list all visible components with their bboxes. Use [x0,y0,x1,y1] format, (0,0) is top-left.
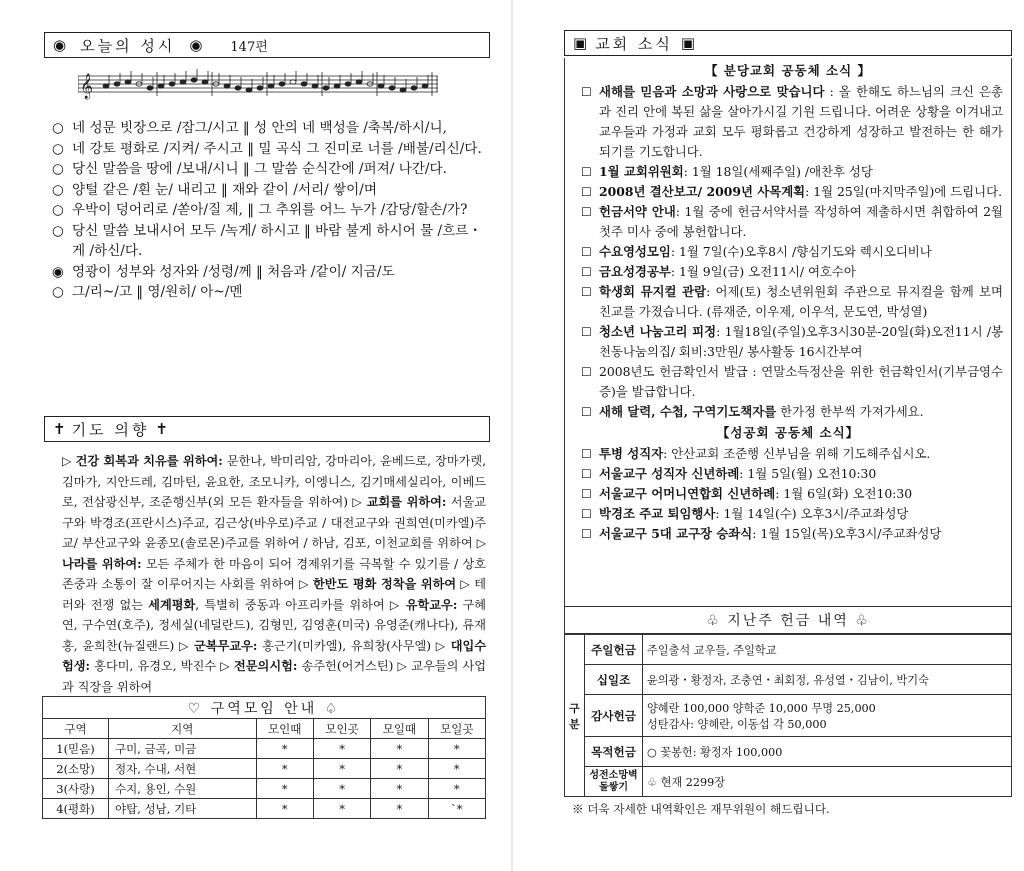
circle-icon: ○ [52,140,64,157]
news-item [581,524,1003,544]
news-item-body: : 1월18일(주일)오후3시30분-20일(화)오전11시 /봉천동나눔의집/ 회비:3만원/ 봉사활동 16시간부여 [599,324,1003,359]
news-item-text [599,322,1003,362]
offering-category-label: 구분 [565,635,585,797]
table-cell: * [428,779,485,799]
prayer-lead-peninsula: 한반도 평화 정착을 위하여 [312,577,457,591]
news-item [581,464,1003,484]
table-cell: * [428,739,485,759]
offering-value [643,737,1012,767]
news-item [581,202,1003,242]
table-cell: * [428,759,485,779]
news-item-title: 새해를 믿음과 소망과 사랑으로 맞습니다 [599,84,825,99]
square-bullet-icon: ▣ [680,34,696,52]
table-cell: * [371,759,428,779]
news-item [581,182,1003,202]
news-item-text [599,82,1003,162]
offering-header: ♧ 지난주 헌금 내역 ♧ [564,606,1012,634]
offering-label: 목적헌금 [585,737,643,767]
news-item [581,262,1003,282]
circle-icon: ○ [52,202,64,218]
table-cell: 3(사랑) [43,779,109,799]
prayer-text-health: 문한나, 박미리암, 강마리아, 윤베드로, 장마가렛, 김마가, 지안드레, 김마틴, 윤요한, 조모니카, 이엥니스, 김기매세실리아, 이베드로, 전삼광신부, 조준행신부(외 모든 환자들을 위하여) [62,454,487,509]
news-list-parish [565,82,1011,422]
triangle-icon: ▷ [476,536,487,550]
psalm-header [44,32,490,58]
news-item-title: 2008년 결산보고/ 2009년 사목계획 [599,184,806,199]
music-note [422,84,428,88]
music-note [169,82,175,86]
table-cell: 2(소망) [43,759,109,779]
table-cell: * [256,779,313,799]
prayer-text-specialist: 송주헌(어거스틴) [301,659,394,673]
checkbox-icon: ☐ [581,405,592,419]
psalm-verse-text: 네 강토 평화로 /지켜/ 주시고 ‖ 밀 곡식 그 진미로 너를 /배불/리신/다. [72,140,482,157]
psalm-verse-text: 그/리~/고 ‖ 영/원히/ 아~/멘 [72,284,243,300]
news-item [581,484,1003,504]
district-column-header: 모일때 [371,719,428,739]
prayer-header [44,416,490,442]
offering-label: 성전소망벽돌쌓기 [585,767,643,797]
news-item-body: : 어제(토) 청소년위원회 주관으로 뮤지컬을 함께 보며 친교를 가졌습니다. (류재준, 이우제, 이우석, 문도연, 박성열) [599,284,1003,319]
district-column-header: 구역 [43,719,109,739]
news-item-text [599,242,1003,262]
music-note [224,84,230,88]
psalm-verse [52,180,490,201]
news-item-text [599,464,1003,484]
district-title: ♡ 구역모임 안내 ♤ [43,697,486,719]
news-item-text [599,202,1003,242]
news-item-title: 헌금서약 안내 [599,204,676,219]
news-item-title: 수요영성모임 [599,244,671,259]
psalm-verse-text: 당신 말씀을 땅에 /보내/시니 ‖ 그 말씀 순식간에 /퍼져/ 나간/다. [72,161,447,177]
offering-table [564,634,1012,797]
music-note [378,84,384,88]
triangle-icon: ▷ [299,577,309,591]
news-item [581,322,1003,362]
district-body [43,739,486,819]
triangle-icon: ▷ [62,454,72,468]
news-item-text [599,444,1003,464]
news-item-body: : 1월 14일(수) 오후3시/주교좌성당 [715,506,909,521]
music-note [411,86,417,90]
offering-value-line: ○ 꽃봉헌: 황정자 100,000 [647,745,783,759]
table-row [565,695,1012,737]
district-column-header: 모인곳 [313,719,370,739]
prayer-text-military: 홍근기(미카엘), 유희창(사무엘) [262,638,432,653]
news-item-text [599,262,1003,282]
district-column-header: 모일곳 [428,719,485,739]
table-row [43,739,486,759]
prayer-lead-students: 유학교우: [405,597,458,612]
prayer-lead-exam: 대입수험생: [62,638,487,673]
triangle-icon: ▷ [352,495,363,509]
cross-icon: ✝ [155,420,168,438]
cross-icon: ✝ [53,420,66,438]
triangle-icon: ▷ [389,597,401,612]
news-item-body: : 올 한해도 하느님의 크신 은총과 진리 안에 복된 삶을 살아가시길 기원 드립니다. 어려운 상황을 이겨내고 교우들과 가정과 교회 모두 평화롭고 건강하게 성장하고 발전하는 한 해가 되기를 기도합니다. [599,84,1003,159]
prayer-lead-military: 군복무교우: [194,638,258,653]
news-item-title: 청소년 나눔고리 피정 [599,324,717,339]
triangle-icon: ▷ [435,638,446,653]
table-row [565,665,1012,695]
news-item-body: 한가정 한부씩 가져가세요. [776,404,924,419]
psalm-verse [52,159,490,180]
district-column-header: 모인때 [256,719,313,739]
circle-icon: ○ [52,161,64,177]
offering-value [643,767,1012,797]
offering-label: 십일조 [585,665,643,695]
checkbox-icon: ☐ [581,325,592,339]
offering-note: ※ 더욱 자세한 내역확인은 재무위원이 해드립니다. [572,802,830,816]
table-row [565,767,1012,797]
checkbox-icon: ☐ [581,285,592,299]
prayer-text-world-bold: 세계평화 [148,597,196,612]
psalm-verse [52,118,490,139]
news-item [581,242,1003,262]
svg-text:𝄞: 𝄞 [80,74,94,99]
table-cell: 1(믿음) [43,739,109,759]
checkbox-icon: ☐ [581,447,592,461]
offering-value-line: 성탄감사: 양혜란, 이동섭 각 50,000 [647,717,827,731]
table-row [43,759,486,779]
news-item-text [599,282,1003,322]
news-item-title: 서울교구 성직자 신년하례 [599,466,740,481]
news-item-title: 학생회 뮤지컬 관람 [599,284,707,299]
music-note [257,86,263,90]
news-item-text [599,162,1003,182]
music-note [114,82,120,86]
news-item-body: 2008년도 헌금확인서 발급 : 연말소득정산을 위한 헌금확인서(기부금영수증)을 발급합니다. [599,364,1003,399]
prayer-lead-health: 건강 회복과 치유를 위하여: [75,454,223,468]
music-note [301,82,307,86]
table-cell: * [313,779,370,799]
news-item [581,504,1003,524]
district-header-row [43,719,486,739]
music-note [125,80,131,84]
offering-value [643,635,1012,665]
news-item [581,444,1003,464]
news-list-anglican [565,444,1011,544]
checkbox-icon: ☐ [581,165,592,179]
table-cell: 구미, 금곡, 미금 [109,739,257,759]
circle-icon: ○ [52,181,64,198]
news-item-text [599,362,1003,402]
news-item-text [599,484,1003,504]
table-cell: 야탑, 성남, 기타 [109,799,257,819]
table-cell: * [313,739,370,759]
news-item-body: : 안산교회 조준행 신부님을 위해 기도해주십시오. [663,446,931,461]
news-section-anglican-title: 【성공회 공동체 소식】 [716,425,860,440]
news-item-title: 서울교구 어머니연합회 신년하례 [599,486,776,501]
checkbox-icon: ☐ [581,467,592,481]
triangle-icon: ▷ [460,577,471,591]
prayer-title: 기도 의향 [71,420,150,439]
table-cell: * [371,779,428,799]
table-cell: * [256,799,313,819]
news-item-body: : 1월 5일(월) 오전10:30 [739,466,877,481]
table-cell: * [371,739,428,759]
news-item-body: : 1월 7일(수)오후8시 /향심기도와 렉시오디비나 [670,244,932,259]
news-item-title: 박경조 주교 퇴임행사 [599,506,716,521]
news-item-body: : 1월 9일(금) 오전11시/ 여호수아 [670,264,856,279]
table-row [565,737,1012,767]
table-cell: * [256,739,313,759]
music-note [323,86,329,90]
music-note [180,80,186,84]
music-note [389,86,395,90]
news-item-title: 새해 달력, 수첩, 구역기도책자를 [599,404,777,419]
offering-value [643,695,1012,737]
music-note [400,88,406,92]
news-item-body: : 1월 18일(세째주일) /애찬후 성당 [683,164,873,179]
prayer-lead-specialist: 전문의시험: [234,659,298,673]
table-cell: 4(평화) [43,799,109,819]
news-item [581,282,1003,322]
news-item-body: : 1월 15일(목)오후3시/주교좌성당 [752,526,942,541]
offering-value-line: 윤의광・황정자, 조충연・최회정, 유성열・김남이, 박기숙 [647,673,929,687]
psalm-verse-text: 양털 같은 /흰 눈/ 내리고 ‖ 재와 같이 /서리/ 쌓이/며 [72,181,377,198]
music-note [345,82,351,86]
bullseye-icon: ◉ [189,36,203,54]
psalm-verse [52,262,490,283]
offering-value [643,665,1012,695]
district-table [42,696,486,819]
table-row [43,799,486,819]
news-box [564,58,1012,606]
news-item-body: : 1월 25일(마지막주일)에 드립니다. [805,184,1003,199]
news-header [564,30,1012,56]
prayer-text-students: 구혜연, 구수연(호주), 정세실(네덜란드), 김형민, 김영훈(미국) 유영준(캐나다), 류재홍, 윤희찬(뉴질랜드) [62,597,487,653]
psalm-verse-text: 우박이 덩어리로 /쏟아/질 제, ‖ 그 추위를 어느 누가 /감당/할손/가? [72,202,468,218]
music-note [356,80,362,84]
music-note [147,86,153,90]
psalm-title: 오늘의 성시 [80,36,176,55]
prayer-text-world-pre: 테러와 전쟁 없는 [62,577,487,612]
news-item-text [599,182,1003,202]
news-item-title: 금요성경공부 [599,264,671,279]
prayer-text-exam: 홍다미, 유경오, 박진수 [94,659,217,673]
prayer-text-nation: 모든 주체가 한 마음이 되어 경제위기를 극복할 수 있기를 / 상호존중과 소통이 잘 이루어지는 사회를 위하여 [62,556,486,591]
square-bullet-icon: ▣ [573,34,588,52]
prayer-text-world-post: , 특별히 중동과 아프리카를 위하여 [195,597,385,612]
news-item-text [599,504,1003,524]
checkbox-icon: ☐ [581,265,592,279]
music-note [202,80,208,84]
offering-value-line: 양혜란 100,000 양학준 10,000 무명 25,000 [647,701,876,715]
table-row [43,779,486,799]
music-note [235,86,241,90]
psalm-verse [52,221,490,262]
filled-circle-icon: ◉ [52,263,64,280]
psalm-verses [52,118,490,303]
music-note [103,84,109,88]
news-item-title: 서울교구 5대 교구장 승좌식 [599,526,753,541]
news-item-text [599,402,1003,422]
psalm-verse [52,200,490,221]
news-item [581,402,1003,422]
psalm-verse-text: 당신 말씀 보내시어 모두 /녹게/ 하시고 ‖ 바람 불게 하시어 물 /흐르・게 /하신/다. [72,222,482,259]
right-page [512,0,1024,871]
table-cell: * [256,759,313,779]
prayer-lead-church: 교회를 위하여: [366,495,447,509]
music-note [279,82,285,86]
music-note [158,84,164,88]
psalm-verse [52,139,490,160]
news-title: 교회 소식 [595,34,673,53]
prayer-text-work: 교우들의 사업과 직장을 위하여 [62,659,487,694]
news-section-parish-title: 【 분당교회 공동체 소식 】 [704,63,872,78]
prayer-body [62,451,486,697]
table-cell: 정자, 수내, 서현 [109,759,257,779]
offering-value-line: 주일출석 교우들, 주일학교 [647,643,777,657]
table-cell: * [371,799,428,819]
news-item-body: : 1월 6일(화) 오전10:30 [775,486,913,501]
checkbox-icon: ☐ [581,185,592,199]
triangle-icon: ▷ [220,659,230,673]
music-note [268,84,274,88]
news-item [581,362,1003,402]
checkbox-icon: ☐ [581,365,592,379]
checkbox-icon: ☐ [581,487,592,501]
triangle-icon: ▷ [397,659,408,673]
music-note [191,78,197,82]
music-note [246,88,252,92]
news-item-title: 1월 교회위원회 [599,164,684,179]
psalm-number: 147편 [230,39,268,55]
circle-icon: ○ [52,222,64,239]
triangle-icon: ▷ [179,638,190,653]
offering-value-line: ♧ 현재 2299장 [647,775,726,789]
psalm-verse [52,282,490,303]
news-item-text [599,524,1003,544]
bullseye-icon: ◉ [53,36,67,54]
news-item-title: 투병 성직자 [599,446,664,461]
music-note [334,84,340,88]
checkbox-icon: ☐ [581,507,592,521]
news-item [581,82,1003,162]
news-item-body: : 1월 중에 헌금서약서를 작성하여 제출하시면 취합하여 2월 첫주 미사 중에 봉헌합니다. [599,204,1003,239]
prayer-lead-nation: 나라를 위하여: [62,556,142,571]
table-cell: * [313,759,370,779]
district-column-header: 지역 [109,719,257,739]
table-cell: * [313,799,370,819]
prayer-text-church: 서울교구와 박경조(프란시스)주교, 김근상(바우로)주교 / 대전교구와 권희연(미카엘)주교/ 부산교구와 윤종모(솔로몬)주교를 위하여 / 하남, 김포, 이천교회를 위하여 [62,495,487,550]
table-row [565,635,1012,665]
psalm-verse-text: 영광이 성부와 성자와 /성령/께 ‖ 처음과 /같이/ 지금/도 [72,263,395,280]
offering-label: 주일헌금 [585,635,643,665]
offering-label: 감사헌금 [585,695,643,737]
table-cell: `* [428,799,485,819]
psalm-verse-text: 네 성문 빗장으로 /잠그/시고 ‖ 성 안의 네 백성을 /축복/하시/니, [72,120,447,136]
checkbox-icon: ☐ [581,245,592,259]
music-notation [78,66,438,106]
music-note [290,80,296,84]
table-cell: 수지, 용인, 수원 [109,779,257,799]
circle-icon: ○ [52,284,64,300]
news-item [581,162,1003,182]
music-note [312,84,318,88]
checkbox-icon: ☐ [581,205,592,219]
checkbox-icon: ☐ [581,527,592,541]
checkbox-icon: ☐ [581,85,592,99]
circle-icon: ○ [52,120,64,136]
